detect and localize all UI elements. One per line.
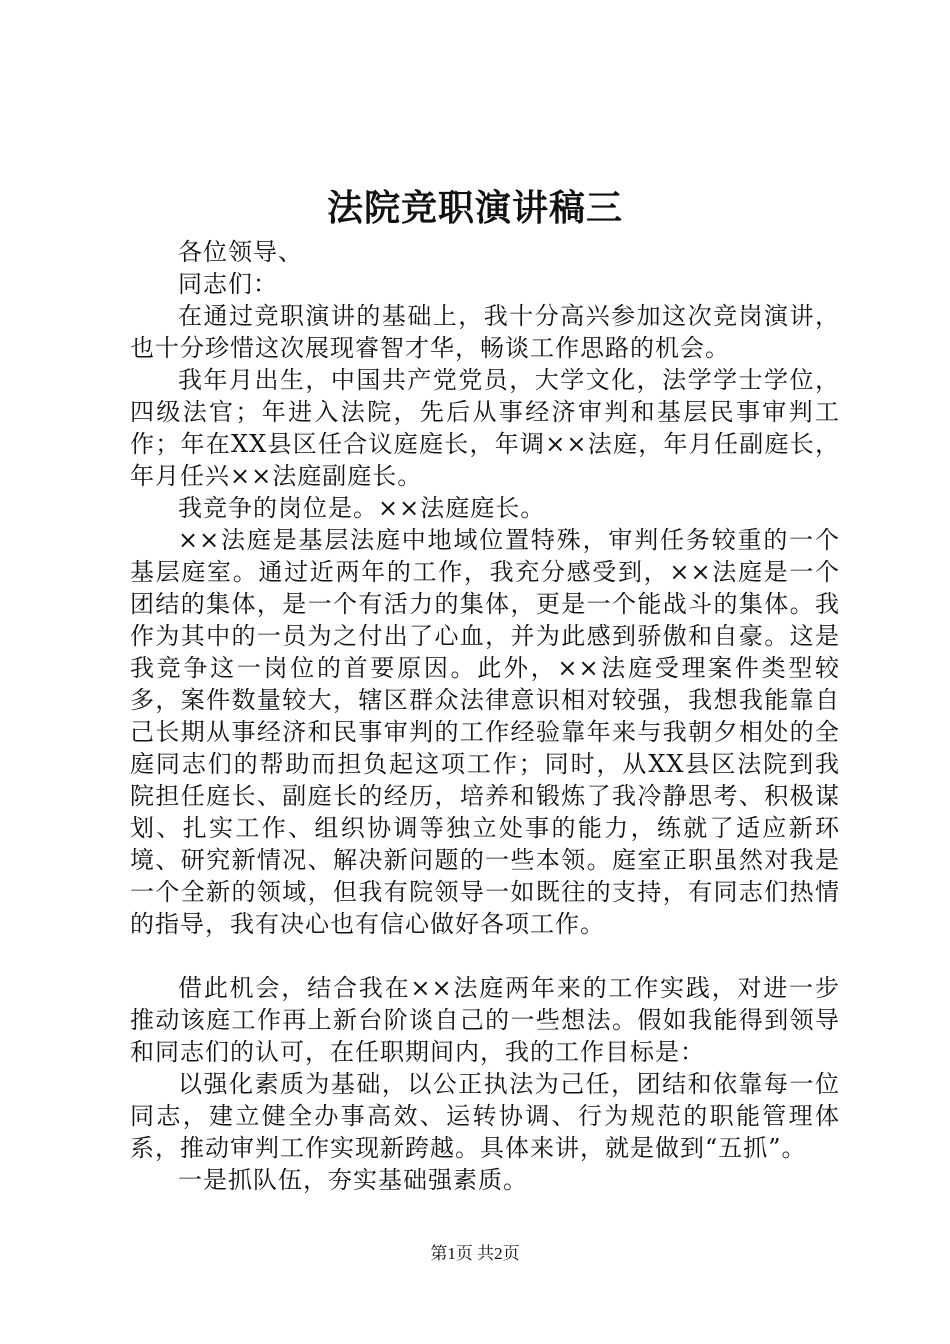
salutation-line-2: 同志们： <box>178 270 278 298</box>
body-paragraph-point-one: 一是抓队伍，夯实基础强素质。 <box>178 1166 528 1194</box>
body-paragraph-position: 我竞争的岗位是。××法庭庭长。 <box>178 494 546 522</box>
body-paragraph-background: 我年月出生，中国共产党党员，大学文化，法学学士学位，四级法官；年进入法院，先后从事经济审判和基层民事审判工作；年在XX县区任合议庭庭长，年调××法庭，年月任副庭长，年月任兴××法庭副庭长。 <box>130 366 840 490</box>
document-title: 法院竞职演讲稿三 <box>326 187 623 229</box>
body-paragraph-intro: 在通过竞职演讲的基础上，我十分高兴参加这次竞岗演讲，也十分珍惜这次展现睿智才华，畅谈工作思路的机会。 <box>130 302 840 362</box>
body-paragraph-goals: 以强化素质为基础，以公正执法为己任，团结和依靠每一位同志，建立健全办事高效、运转协调、行为规范的职能管理体系，推动审判工作实现新跨越。具体来讲，就是做到“五抓”。 <box>130 1070 840 1162</box>
body-paragraph-reasons: ××法庭是基层法庭中地域位置特殊，审判任务较重的一个基层庭室。通过近两年的工作，我充分感受到，××法庭是一个团结的集体，是一个有活力的集体，更是一个能战斗的集体。我作为其中的一员为之付出了心血，并为此感到骄傲和自豪。这是我竞争这一岗位的首要原因。此外，××法庭受理案件类型较多，案件数量较大，辖区群众法律意识相对较强，我想我能靠自己长期从事经济和民事审判的工作经验靠年来与我朝夕相处的全庭同志们的帮助而担负起这项工作；同时，从XX县区法院到我院担任庭长、副庭长的经历，培养和锻炼了我冷静思考、积极谋划、扎实工作、组织协调等独立处事的能力，练就了适应新环境、研究新情况、解决新问题的一些本领。庭室正职虽然对我是一个全新的领域，但我有院领导一如既往的支持，有同志们热情的指导，我有决心也有信心做好各项工作。 <box>130 526 840 938</box>
page-number: 第1页 共2页 <box>430 1244 520 1263</box>
salutation-line-1: 各位领导、 <box>178 238 303 266</box>
body-paragraph-goals-intro: 借此机会，结合我在××法庭两年来的工作实践，对进一步推动该庭工作再上新台阶谈自己的一些想法。假如我能得到领导和同志们的认可，在任职期间内，我的工作目标是： <box>130 974 840 1066</box>
document-body <box>130 236 840 1196</box>
